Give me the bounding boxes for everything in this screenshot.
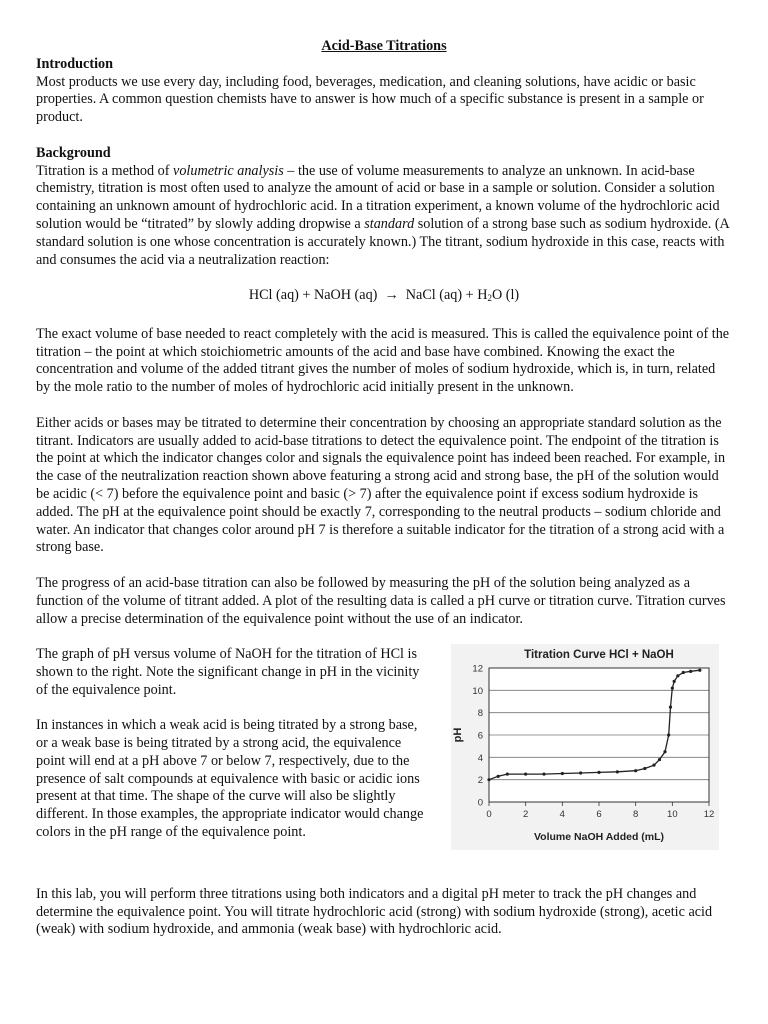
data-point [676, 674, 679, 677]
x-axis-label: Volume NaOH Added (mL) [533, 831, 665, 844]
y-tick-label: 0 [477, 797, 483, 809]
data-point [682, 671, 685, 674]
data-point [524, 773, 527, 776]
data-point [689, 670, 692, 673]
data-point [561, 772, 564, 775]
background-paragraph-2: The exact volume of base needed to react completely with the acid is measured. This is called the equivalence point of the titration – the point at which stoichiometric amounts of the acid and base have combined. Knowing the exact the concentration and volume of the added titrant gives the number of moles of sodium hydroxide, which is, in turn, related by the mole ratio to the number of moles of hydrochloric acid initially present in the unknown. [36, 325, 730, 396]
y-tick-label: 8 [477, 708, 483, 720]
data-point [487, 778, 490, 781]
data-point [542, 773, 545, 776]
data-point [506, 773, 509, 776]
background-paragraph-4: The progress of an acid-base titration can also be followed by measuring the pH of the solution being analyzed as a function of the volume of titrant added. A plot of the resulting data is called a pH curve or titration curve. Titration curves allow a precise determination of the equivalence point without the use of an indicator. [36, 574, 726, 627]
x-tick-label: 2 [523, 809, 529, 821]
data-point [669, 706, 672, 709]
titration-curve-chart [451, 644, 719, 850]
data-point [616, 770, 619, 773]
data-point [497, 775, 500, 778]
background-paragraph-5: The graph of pH versus volume of NaOH for the titration of HCl is shown to the right. Note the significant change in pH in the vicinity of the equivalence point. [36, 646, 420, 698]
x-tick-label: 8 [633, 809, 639, 821]
x-tick-label: 12 [703, 809, 715, 821]
data-point [663, 750, 666, 753]
reaction-arrow-icon: → [384, 287, 399, 304]
chart-title: Titration Curve HCl + NaOH [524, 649, 674, 662]
neutralization-equation: HCl (aq) + NaOH (aq) → NaCl $(aq) + H_2O$ (l) [248, 287, 520, 304]
background-paragraph-7: In this lab, you will perform three titrations using both indicators and a digital pH meter to track the pH changes and determine the equivalence point. You will titrate hydrochloric acid (strong) with sodium hydroxide (strong), acetic acid (weak) with sodium hydroxide, and ammonia (weak base) with hydrochloric acid. [36, 885, 713, 938]
x-tick-label: 6 [596, 809, 602, 821]
x-tick-label: 10 [667, 809, 678, 821]
data-point [698, 669, 701, 672]
y-axis-label: pH [452, 727, 464, 743]
data-point [597, 771, 600, 774]
background-paragraph-3: Either acids or bases may be titrated to determine their concentration by choosing an appropriate standard solution as the titrant. Indicators are usually added to acid-base titrations to detect the equivalence point. The endpoint of the titration is the point at which the indicator changes color and signals the equivalence point has indeed been reached. For example, in the case of the neutralization reaction shown above featuring a strong acid and strong base, the pH of the solution would be acidic (< 7) before the equivalence point and basic (> 7) after the equivalence point if excess sodium hydroxide is added. The pH at the equivalence point should be exactly 7, corresponding to the neutral products – sodium chloride and water. An indicator that changes color around pH 7 is therefore a suitable indicator for the titration of a strong acid with a strong base. [36, 414, 726, 556]
data-point [643, 767, 646, 770]
y-tick-label: 4 [477, 752, 483, 764]
data-point [671, 687, 674, 690]
document-page [36, 38, 732, 939]
document-title: Acid-Base Titrations [321, 38, 447, 54]
background-heading: Background [36, 144, 111, 161]
data-point [579, 771, 582, 774]
data-point [658, 758, 661, 761]
y-tick-label: 2 [477, 775, 483, 787]
x-tick-label: 0 [486, 809, 492, 821]
data-point [652, 764, 655, 767]
background-paragraph-6: In instances in which a weak acid is being titrated by a strong base, or a weak base is being titrated by a strong acid, the equivalence point will end at a pH above 7 or below 7, respectively, due to the presence of salt compounds at equivalence with basic or acidic ions present at that time. The shape of the curve will also be slightly different. In those examples, the appropriate indicator would change colors in the pH range of the equivalence point. [36, 717, 424, 841]
y-tick-label: 10 [472, 685, 483, 697]
graph-description [36, 646, 428, 842]
data-point [667, 733, 670, 736]
data-point [673, 680, 676, 683]
y-tick-label: 12 [472, 663, 483, 675]
data-point [634, 769, 637, 772]
titration-curve-figure [451, 644, 719, 850]
x-tick-label: 4 [559, 809, 565, 821]
introduction-heading: Introduction [36, 55, 113, 72]
introduction-paragraph: Most products we use every day, including food, beverages, medication, and cleaning solutions, have acidic or basic properties. A common question chemists have to answer is how much of a specific substance is present in a sample or product. [36, 73, 704, 126]
y-tick-label: 6 [477, 730, 483, 742]
graph-section [36, 646, 732, 868]
background-paragraph-1: Titration is a method of volumetric analysis – the use of volume measurements to analyze an unknown. In acid-base chemistry, titration is most often used to analyze the amount of acid or base in a sample or solution. Consider a solution containing an unknown amount of hydrochloric acid. In a titration experiment, a known volume of the hydrochloric acid solution would be “titrated” by slowly adding dropwise a standard solution of a strong base such as sodium hydroxide. (A standard solution is one whose concentration is accurately known.) The titrant, sodium hydroxide in this case, reacts with and consumes the acid via a neutralization reaction: [36, 162, 730, 268]
